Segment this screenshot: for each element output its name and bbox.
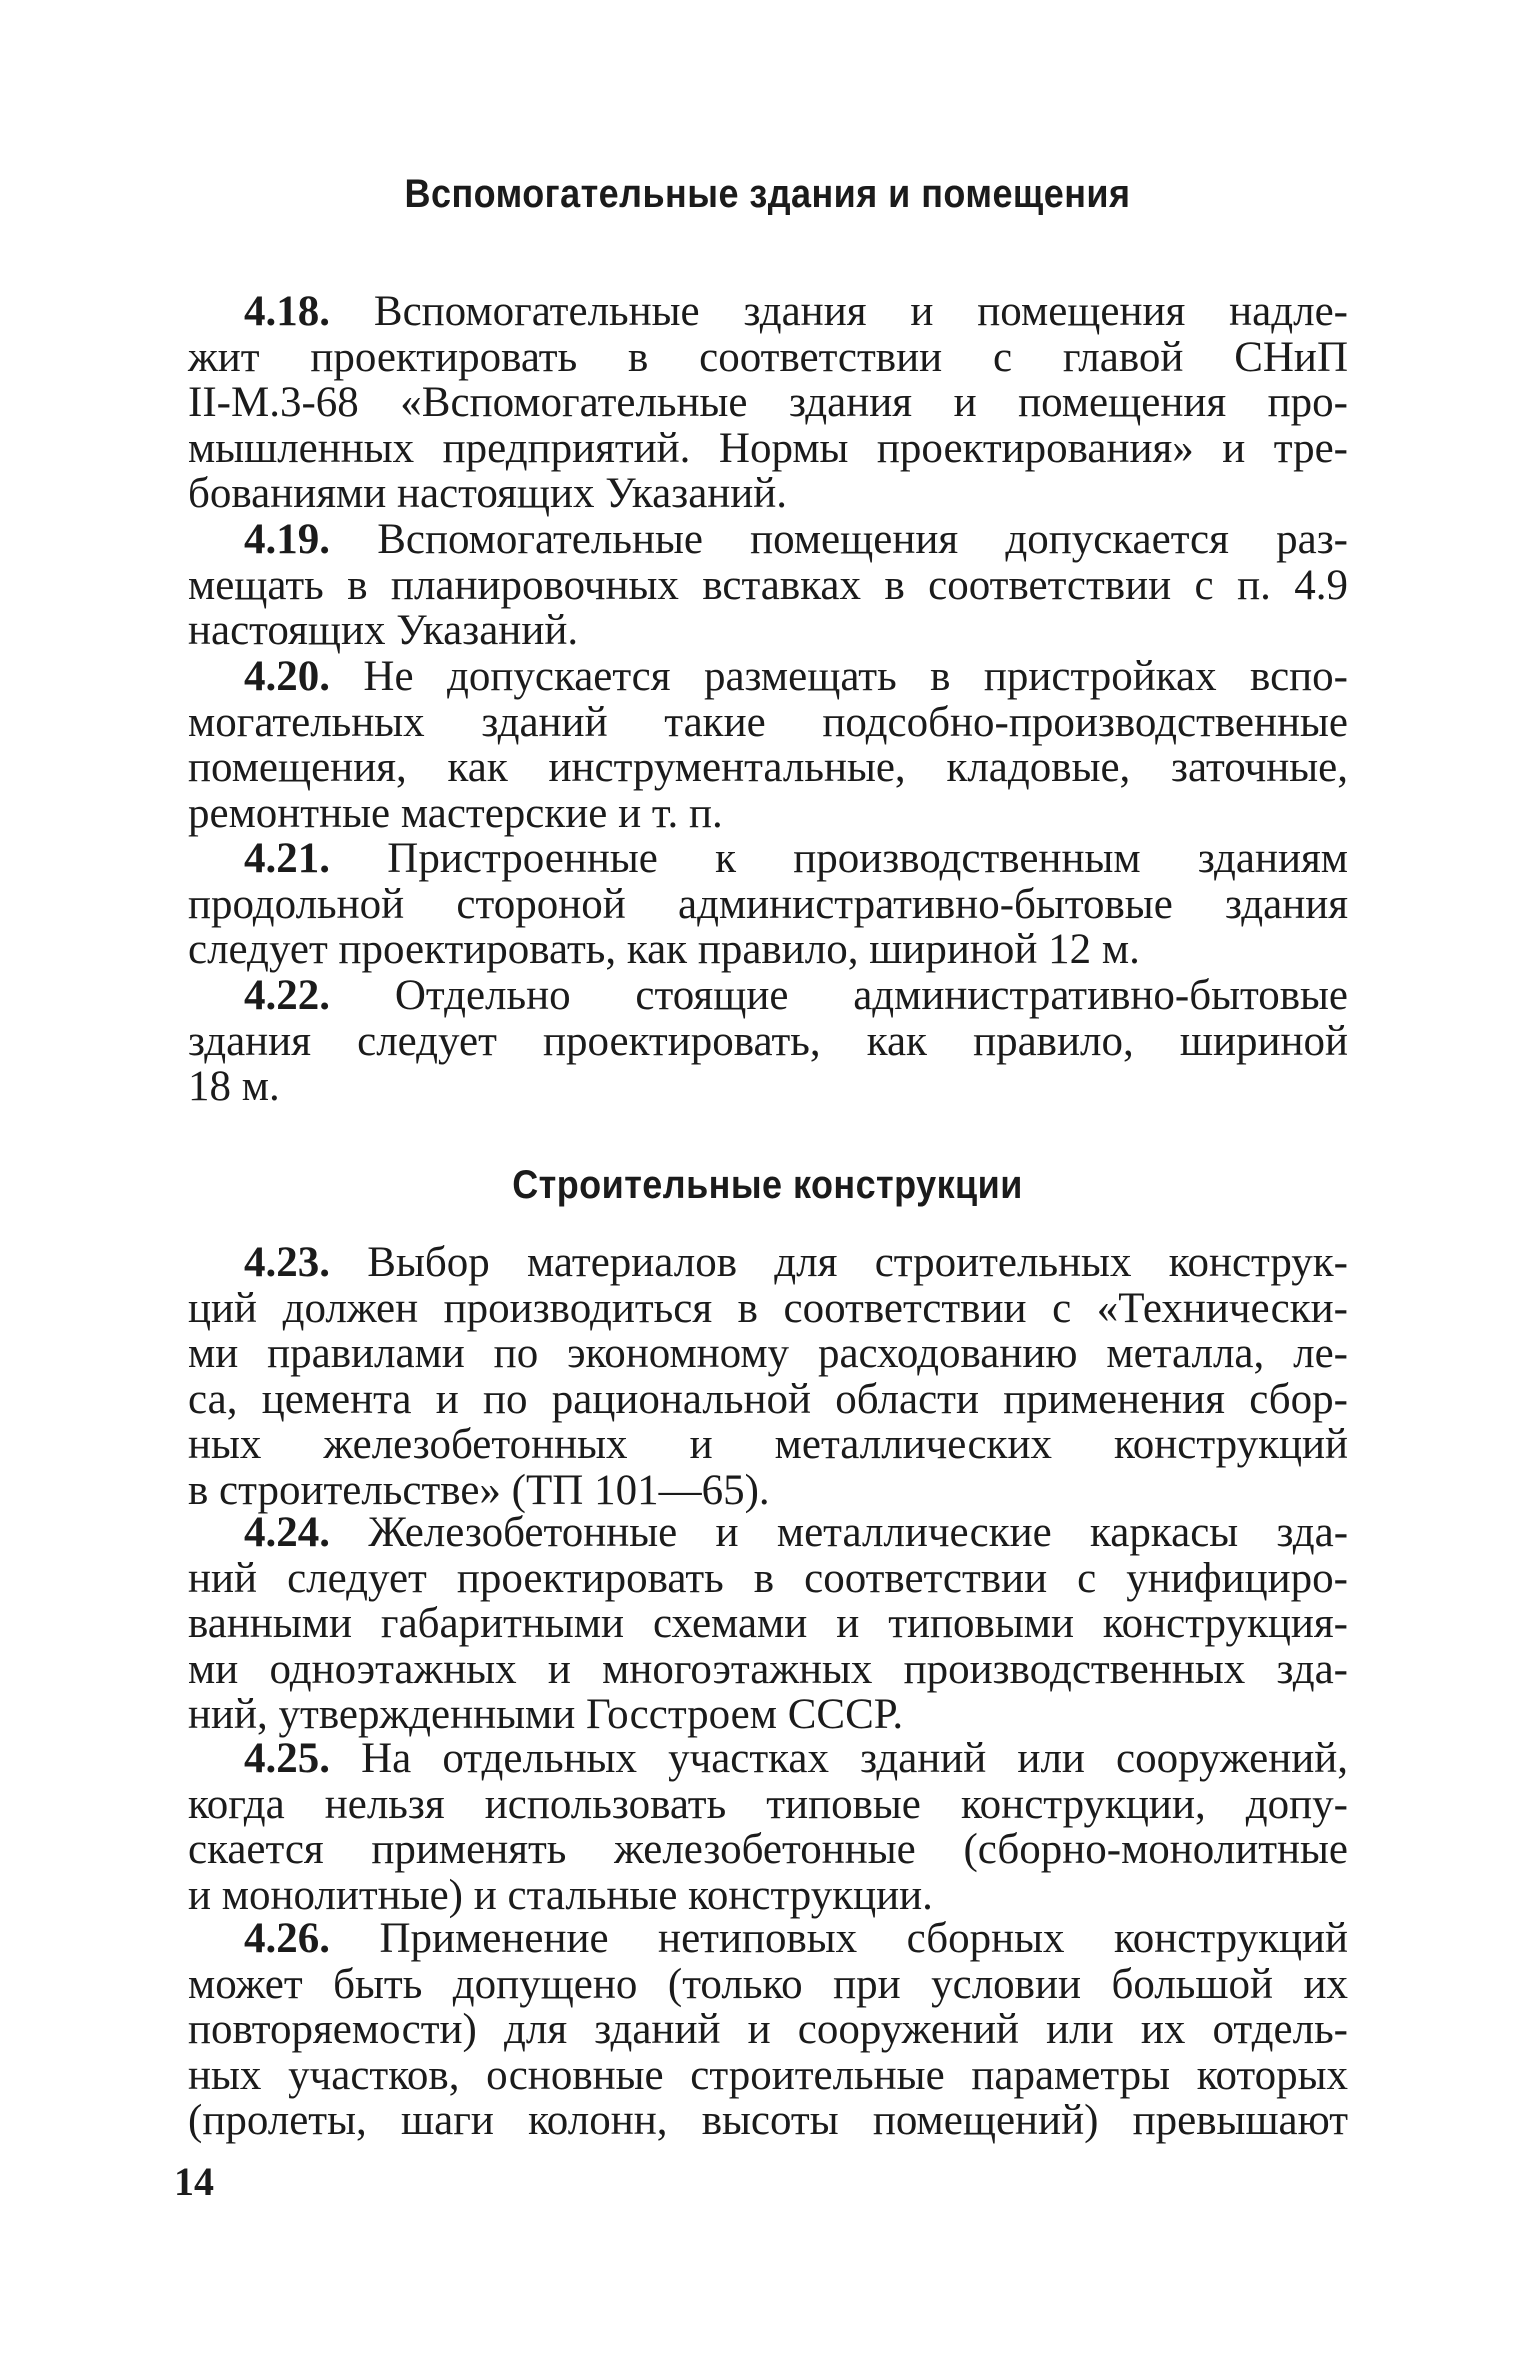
paragraph-line: настоящих Указаний. [188, 607, 579, 654]
paragraph-line: скается применять железобетонные (сборно-монолитные [188, 1826, 1348, 1873]
paragraph-line: 4.26. Применение нетиповых сборных конструкций [244, 1915, 1349, 1962]
paragraph-line: са, цемента и по рациональной области применения сбор- [188, 1375, 1348, 1423]
paragraph-line: жит проектировать в соответствии с главой СНиП [188, 333, 1348, 381]
paragraph-line: ций должен производиться в соответствии с «Технически- [188, 1284, 1348, 1332]
paragraph-4-21 [188, 836, 1348, 973]
section-title-auxiliary-buildings: Вспомогательные здания и помещения [404, 172, 1131, 216]
paragraph-line: следует проектировать, как правило, шириной 12 м. [188, 926, 1140, 973]
paragraph-line: здания следует проектировать, как правило, шириной [188, 1017, 1348, 1065]
paragraph-line: бованиями настоящих Указаний. [188, 470, 788, 517]
paragraph-line: 4.22. Отдельно стоящие административно-бытовые [244, 972, 1349, 1019]
paragraph-line: ных участков, основные строительные параметры которых [188, 2051, 1348, 2099]
paragraph-line: ний следует проектировать в соответствии с унифициро- [188, 1554, 1348, 1602]
paragraph-line: (пролеты, шаги колонн, высоты помещений) превышают [188, 2097, 1348, 2144]
paragraph-4-24 [188, 1510, 1348, 1738]
paragraph-line: ми правилами по экономному расходованию металла, ле- [188, 1330, 1348, 1377]
paragraph-4-23 [188, 1240, 1348, 1513]
paragraph-line: II-М.3-68 «Вспомогательные здания и помещения про- [188, 379, 1348, 426]
paragraph-4-26 [188, 1916, 1348, 2144]
page-number: 14 [174, 2159, 214, 2204]
paragraph-line: 18 м. [188, 1063, 280, 1110]
paragraph-line: помещения, как инструментальные, кладовые, заточные, [188, 744, 1348, 791]
paragraph-line: 4.23. Выбор материалов для строительных конструк- [244, 1239, 1348, 1286]
paragraph-line: 4.24. Железобетонные и металлические каркасы зда- [244, 1509, 1349, 1556]
paragraph-line: ных железобетонных и металлических конструкций [188, 1421, 1348, 1468]
paragraph-line: и монолитные) и стальные конструкции. [188, 1871, 933, 1919]
paragraph-line: ми одноэтажных и многоэтажных производственных зда- [188, 1645, 1348, 1693]
paragraph-4-20 [188, 654, 1348, 836]
paragraph-line: повторяемости) для зданий и сооружений или их отдель- [188, 2006, 1348, 2053]
paragraph-number: 4.21. [244, 835, 330, 882]
paragraph-number: 4.20. [244, 653, 330, 700]
paragraph-number: 4.18. [244, 288, 330, 335]
paragraph-line: ванными габаритными схемами и типовыми конструкция- [188, 1600, 1348, 1647]
paragraph-4-19 [188, 517, 1348, 654]
section-title-building-structures: Строительные конструкции [512, 1163, 1023, 1207]
paragraph-4-22 [188, 973, 1348, 1110]
paragraph-number: 4.23. [244, 1239, 330, 1286]
paragraph-4-25 [188, 1736, 1348, 1918]
paragraph-line: 4.18. Вспомогательные здания и помещения надле- [244, 288, 1349, 335]
paragraph-line: в строительстве» (ТП 101—65). [188, 1466, 770, 1514]
paragraph-number: 4.22. [244, 972, 330, 1019]
paragraph-number: 4.26. [244, 1915, 330, 1962]
paragraph-line: могательных зданий такие подсобно-производственные [188, 698, 1348, 746]
paragraph-line: 4.25. На отдельных участках зданий или сооружений, [244, 1735, 1348, 1782]
paragraph-line: когда нельзя использовать типовые конструкции, допу- [188, 1780, 1348, 1828]
paragraph-4-18 [188, 289, 1348, 517]
paragraph-line: ремонтные мастерские и т. п. [188, 789, 723, 837]
paragraph-line: 4.20. Не допускается размещать в пристройках вспо- [244, 653, 1349, 700]
paragraph-line: может быть допущено (только при условии большой их [188, 1960, 1348, 2008]
paragraph-line: продольной стороной административно-бытовые здания [188, 880, 1348, 928]
paragraph-number: 4.25. [244, 1735, 330, 1782]
paragraph-number: 4.24. [244, 1509, 330, 1556]
paragraph-number: 4.19. [244, 516, 330, 563]
paragraph-line: ний, утвержденными Госстроем СССР. [188, 1691, 904, 1738]
paragraph-line: 4.19. Вспомогательные помещения допускается раз- [244, 516, 1348, 563]
paragraph-line: мещать в планировочных вставках в соответствии с п. 4.9 [188, 561, 1348, 609]
paragraph-line: мышленных предприятий. Нормы проектирования» и тре- [188, 424, 1348, 472]
paragraph-line: 4.21. Пристроенные к производственным зданиям [244, 835, 1348, 882]
